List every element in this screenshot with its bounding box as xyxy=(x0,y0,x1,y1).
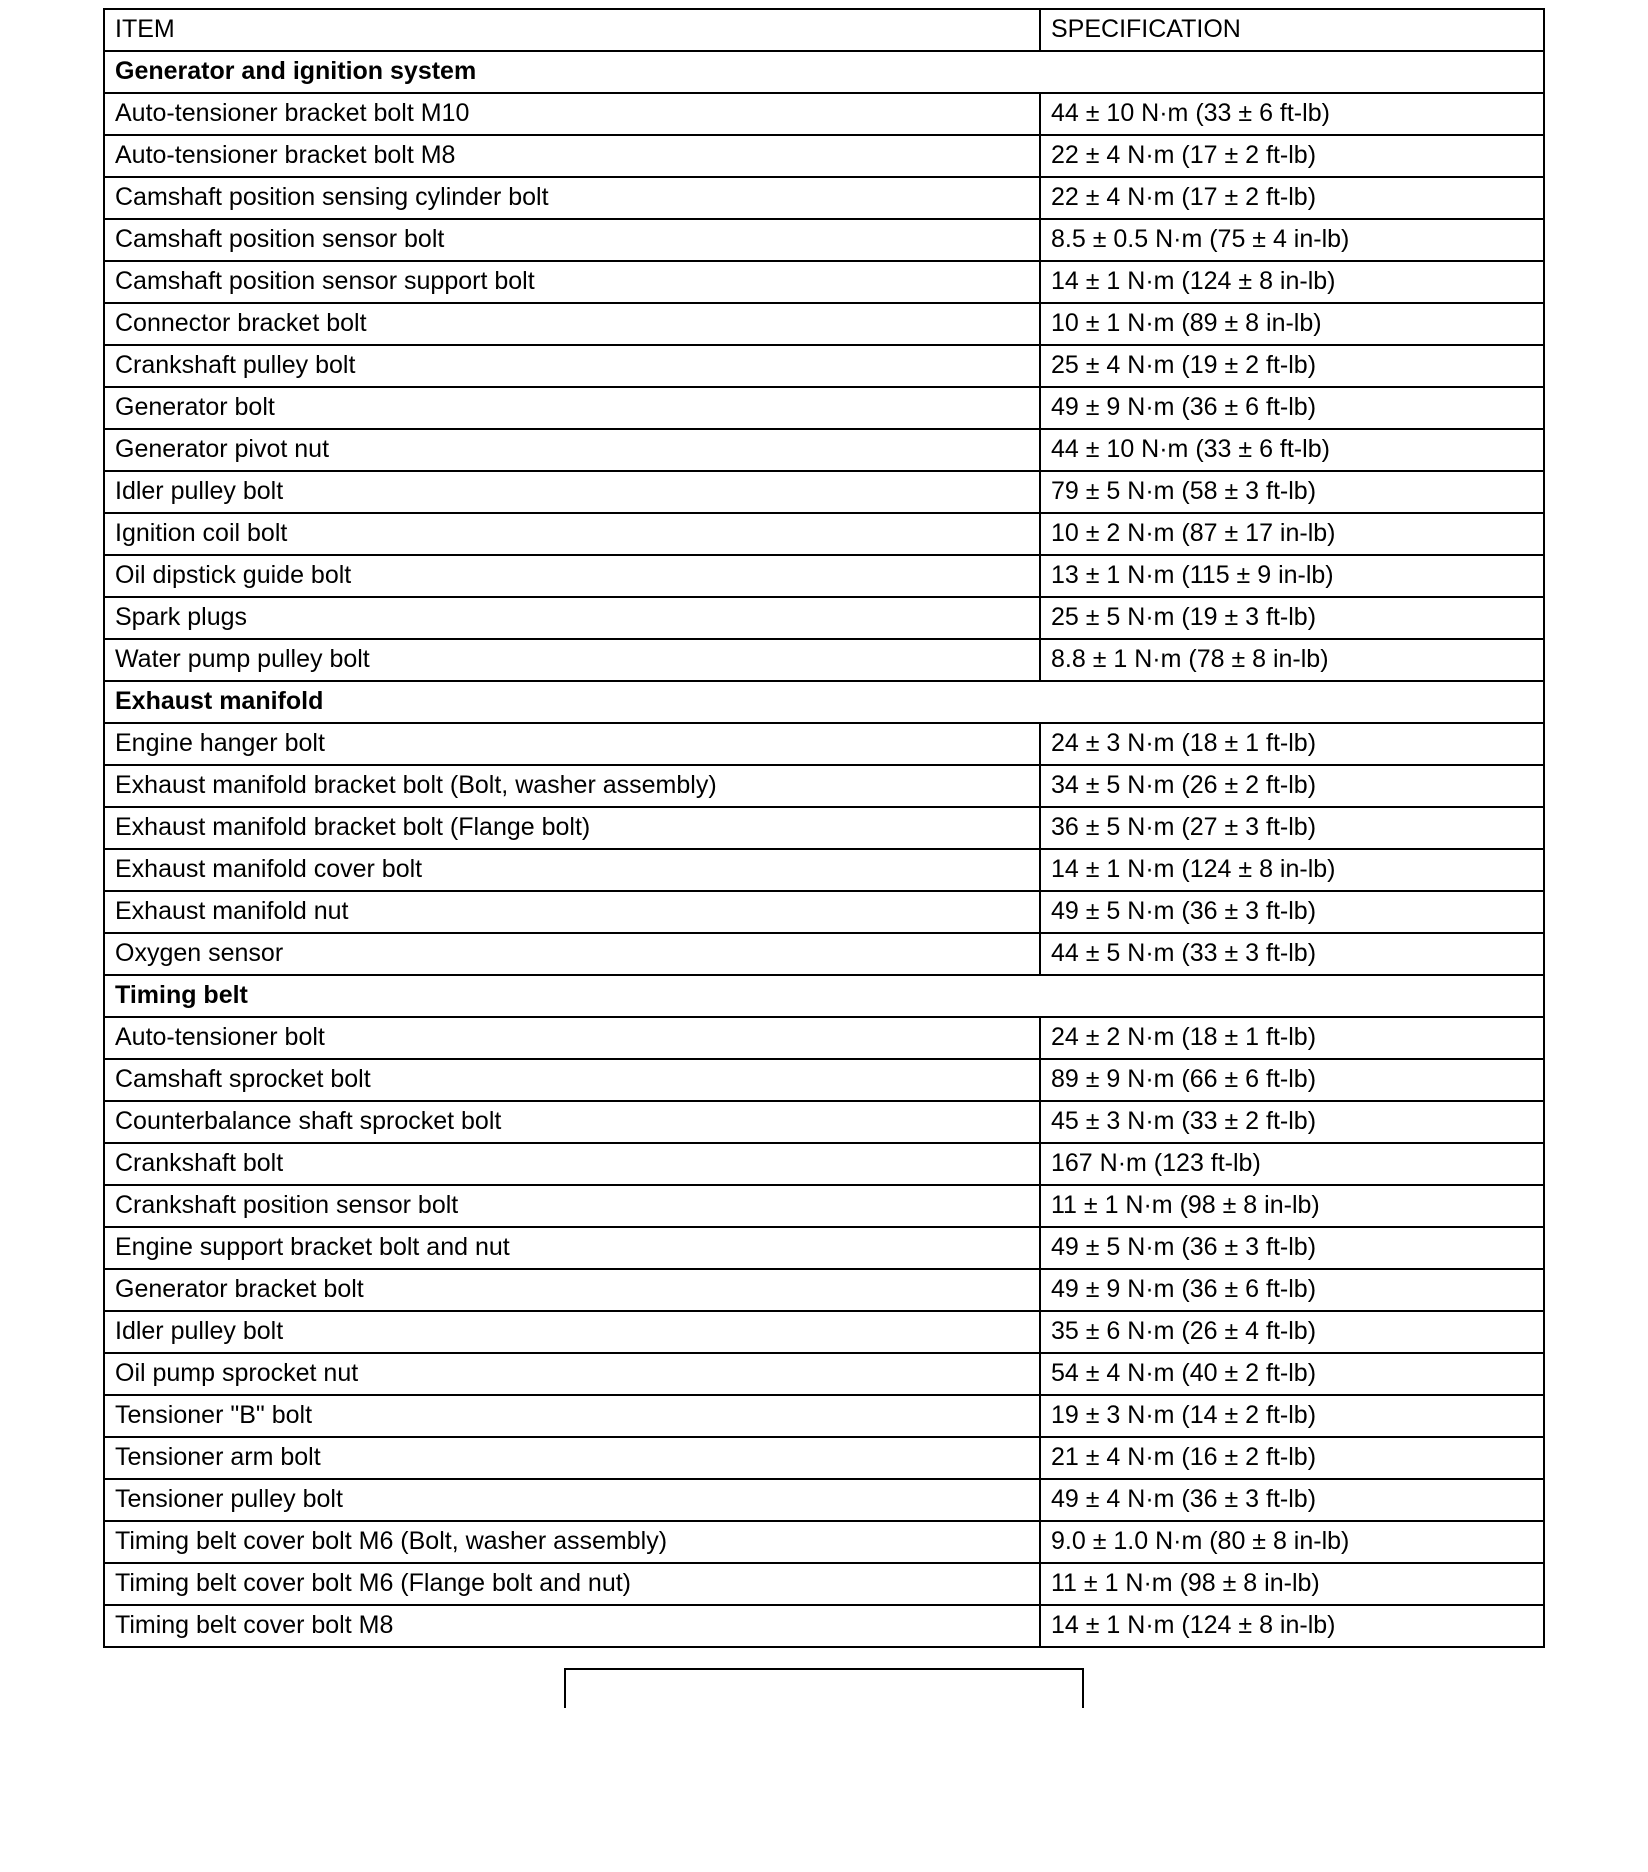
cell-specification: 44 ± 10 N·m (33 ± 6 ft-lb) xyxy=(1040,93,1544,135)
cell-item: Idler pulley bolt xyxy=(104,1311,1040,1353)
cell-specification: 10 ± 1 N·m (89 ± 8 in-lb) xyxy=(1040,303,1544,345)
table-row xyxy=(104,1101,1544,1143)
table-row xyxy=(104,387,1544,429)
cell-item: Timing belt cover bolt M8 xyxy=(104,1605,1040,1647)
cell-specification: 11 ± 1 N·m (98 ± 8 in-lb) xyxy=(1040,1185,1544,1227)
section-title: Timing belt xyxy=(104,975,1040,1017)
cell-specification: 24 ± 3 N·m (18 ± 1 ft-lb) xyxy=(1040,723,1544,765)
table-row xyxy=(104,261,1544,303)
cell-specification: 49 ± 9 N·m (36 ± 6 ft-lb) xyxy=(1040,1269,1544,1311)
cell-item: Timing belt cover bolt M6 (Flange bolt and nut) xyxy=(104,1563,1040,1605)
cell-item: Counterbalance shaft sprocket bolt xyxy=(104,1101,1040,1143)
cell-specification: 8.5 ± 0.5 N·m (75 ± 4 in-lb) xyxy=(1040,219,1544,261)
table-row xyxy=(104,807,1544,849)
table-row xyxy=(104,513,1544,555)
partial-table-box xyxy=(564,1668,1084,1708)
section-header-row xyxy=(104,51,1544,93)
table-row xyxy=(104,1059,1544,1101)
table-row xyxy=(104,345,1544,387)
cell-specification: 8.8 ± 1 N·m (78 ± 8 in-lb) xyxy=(1040,639,1544,681)
section-header-row xyxy=(104,975,1544,1017)
table-row xyxy=(104,1017,1544,1059)
cell-specification: 167 N·m (123 ft-lb) xyxy=(1040,1143,1544,1185)
table-row xyxy=(104,597,1544,639)
cell-item: Spark plugs xyxy=(104,597,1040,639)
table-row xyxy=(104,1563,1544,1605)
cell-specification: 14 ± 1 N·m (124 ± 8 in-lb) xyxy=(1040,1605,1544,1647)
table-row xyxy=(104,1521,1544,1563)
cell-specification: 89 ± 9 N·m (66 ± 6 ft-lb) xyxy=(1040,1059,1544,1101)
cell-item: Exhaust manifold cover bolt xyxy=(104,849,1040,891)
cell-item: Engine hanger bolt xyxy=(104,723,1040,765)
cell-specification: 36 ± 5 N·m (27 ± 3 ft-lb) xyxy=(1040,807,1544,849)
section-title: Exhaust manifold xyxy=(104,681,1040,723)
table-row xyxy=(104,135,1544,177)
cell-item: Crankshaft pulley bolt xyxy=(104,345,1040,387)
cell-item: Tensioner pulley bolt xyxy=(104,1479,1040,1521)
table-row xyxy=(104,1227,1544,1269)
table-row xyxy=(104,1353,1544,1395)
cell-item: Timing belt cover bolt M6 (Bolt, washer assembly) xyxy=(104,1521,1040,1563)
table-row xyxy=(104,1605,1544,1647)
cell-specification: 10 ± 2 N·m (87 ± 17 in-lb) xyxy=(1040,513,1544,555)
cell-item: Idler pulley bolt xyxy=(104,471,1040,513)
cell-specification: 25 ± 5 N·m (19 ± 3 ft-lb) xyxy=(1040,597,1544,639)
cell-specification: 49 ± 4 N·m (36 ± 3 ft-lb) xyxy=(1040,1479,1544,1521)
cell-specification: 45 ± 3 N·m (33 ± 2 ft-lb) xyxy=(1040,1101,1544,1143)
table-row xyxy=(104,1395,1544,1437)
section-spec-empty xyxy=(1040,975,1544,1017)
table-row xyxy=(104,177,1544,219)
table-row xyxy=(104,303,1544,345)
table-row xyxy=(104,1269,1544,1311)
table-row xyxy=(104,933,1544,975)
cell-item: Crankshaft position sensor bolt xyxy=(104,1185,1040,1227)
section-header-row xyxy=(104,681,1544,723)
section-title: Generator and ignition system xyxy=(104,51,1040,93)
table-header-row xyxy=(104,9,1544,51)
cell-item: Camshaft position sensor support bolt xyxy=(104,261,1040,303)
cell-item: Water pump pulley bolt xyxy=(104,639,1040,681)
cell-item: Exhaust manifold nut xyxy=(104,891,1040,933)
cell-specification: 22 ± 4 N·m (17 ± 2 ft-lb) xyxy=(1040,135,1544,177)
table-row xyxy=(104,891,1544,933)
cell-specification: 54 ± 4 N·m (40 ± 2 ft-lb) xyxy=(1040,1353,1544,1395)
table-row xyxy=(104,1311,1544,1353)
table-row xyxy=(104,93,1544,135)
table-row xyxy=(104,1143,1544,1185)
cell-specification: 34 ± 5 N·m (26 ± 2 ft-lb) xyxy=(1040,765,1544,807)
cell-specification: 49 ± 5 N·m (36 ± 3 ft-lb) xyxy=(1040,891,1544,933)
cell-item: Tensioner "B" bolt xyxy=(104,1395,1040,1437)
cell-specification: 79 ± 5 N·m (58 ± 3 ft-lb) xyxy=(1040,471,1544,513)
cell-specification: 21 ± 4 N·m (16 ± 2 ft-lb) xyxy=(1040,1437,1544,1479)
table-row xyxy=(104,639,1544,681)
cell-item: Connector bracket bolt xyxy=(104,303,1040,345)
cell-specification: 49 ± 5 N·m (36 ± 3 ft-lb) xyxy=(1040,1227,1544,1269)
cell-specification: 44 ± 10 N·m (33 ± 6 ft-lb) xyxy=(1040,429,1544,471)
torque-specification-table xyxy=(103,8,1545,1648)
cell-specification: 22 ± 4 N·m (17 ± 2 ft-lb) xyxy=(1040,177,1544,219)
cell-item: Oil dipstick guide bolt xyxy=(104,555,1040,597)
table-row xyxy=(104,555,1544,597)
table-row xyxy=(104,849,1544,891)
cell-item: Camshaft position sensing cylinder bolt xyxy=(104,177,1040,219)
cell-specification: 14 ± 1 N·m (124 ± 8 in-lb) xyxy=(1040,261,1544,303)
cell-specification: 11 ± 1 N·m (98 ± 8 in-lb) xyxy=(1040,1563,1544,1605)
cell-item: Exhaust manifold bracket bolt (Bolt, washer assembly) xyxy=(104,765,1040,807)
cell-item: Camshaft position sensor bolt xyxy=(104,219,1040,261)
table-row xyxy=(104,1479,1544,1521)
cell-specification: 49 ± 9 N·m (36 ± 6 ft-lb) xyxy=(1040,387,1544,429)
cell-item: Auto-tensioner bolt xyxy=(104,1017,1040,1059)
section-spec-empty xyxy=(1040,51,1544,93)
cell-specification: 13 ± 1 N·m (115 ± 9 in-lb) xyxy=(1040,555,1544,597)
table-row xyxy=(104,1437,1544,1479)
cell-specification: 9.0 ± 1.0 N·m (80 ± 8 in-lb) xyxy=(1040,1521,1544,1563)
cell-item: Engine support bracket bolt and nut xyxy=(104,1227,1040,1269)
cell-item: Exhaust manifold bracket bolt (Flange bolt) xyxy=(104,807,1040,849)
table-row xyxy=(104,219,1544,261)
cell-specification: 24 ± 2 N·m (18 ± 1 ft-lb) xyxy=(1040,1017,1544,1059)
table-row xyxy=(104,471,1544,513)
bottom-partial-box xyxy=(104,1648,1544,1684)
cell-item: Auto-tensioner bracket bolt M8 xyxy=(104,135,1040,177)
table-row xyxy=(104,1185,1544,1227)
cell-item: Tensioner arm bolt xyxy=(104,1437,1040,1479)
cell-item: Crankshaft bolt xyxy=(104,1143,1040,1185)
cell-specification: 14 ± 1 N·m (124 ± 8 in-lb) xyxy=(1040,849,1544,891)
table-row xyxy=(104,429,1544,471)
cell-item: Oil pump sprocket nut xyxy=(104,1353,1040,1395)
cell-specification: 35 ± 6 N·m (26 ± 4 ft-lb) xyxy=(1040,1311,1544,1353)
table-row xyxy=(104,765,1544,807)
section-spec-empty xyxy=(1040,681,1544,723)
cell-item: Ignition coil bolt xyxy=(104,513,1040,555)
cell-item: Camshaft sprocket bolt xyxy=(104,1059,1040,1101)
cell-item: Auto-tensioner bracket bolt M10 xyxy=(104,93,1040,135)
cell-item: Oxygen sensor xyxy=(104,933,1040,975)
cell-specification: 44 ± 5 N·m (33 ± 3 ft-lb) xyxy=(1040,933,1544,975)
cell-item: Generator bracket bolt xyxy=(104,1269,1040,1311)
cell-item: Generator bolt xyxy=(104,387,1040,429)
cell-item: Generator pivot nut xyxy=(104,429,1040,471)
column-header-item: ITEM xyxy=(104,9,1040,51)
table-row xyxy=(104,723,1544,765)
column-header-specification: SPECIFICATION xyxy=(1040,9,1544,51)
cell-specification: 25 ± 4 N·m (19 ± 2 ft-lb) xyxy=(1040,345,1544,387)
cell-specification: 19 ± 3 N·m (14 ± 2 ft-lb) xyxy=(1040,1395,1544,1437)
